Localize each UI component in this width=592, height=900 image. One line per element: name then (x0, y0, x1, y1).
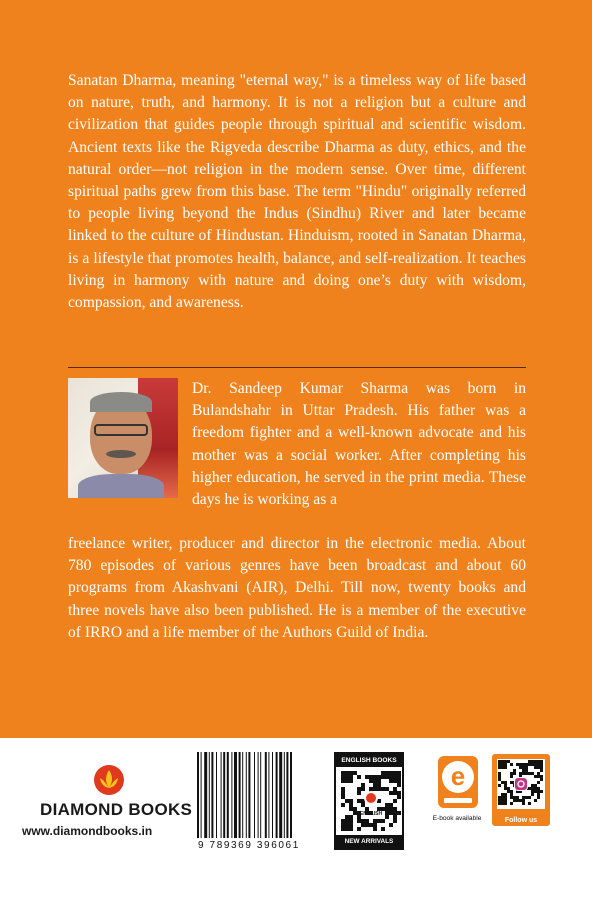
ebook-icon[interactable] (438, 756, 478, 808)
qr-code-icon (497, 759, 545, 809)
book-description: Sanatan Dharma, meaning "eternal way," is a timeless way of life based on nature, truth, and harmony. It is not a religion but a culture and civilization that guides people through spiritual and scientific wisdom. Ancient texts like the Rigveda describe Dharma as duty, ethics, and the natural order—not religion in the modern sense. Over time, different spiritual paths grew from this base. The term "Hindu" originally referred to people living beyond the Indus (Sindhu) River and later became linked to the culture of Hindustan. Hinduism, rooted in Sanatan Dharma, is a lifestyle that promotes health, balance, and self-realization. It teaches living in harmony with nature and doing one’s duty with wisdom, compassion, and awareness. (68, 72, 526, 312)
ebook-letter: e (442, 761, 474, 793)
isbn-barcode (195, 752, 325, 838)
qr-card-footer: NEW ARRIVALS (336, 835, 402, 848)
author-bio-continued: freelance writer, producer and director in the electronic media. About 780 episodes of various genres have been broadcast and about 60 programs from Akashvani (AIR), Delhi. Till now, twenty books and three novels have also been published. He is a member of the executive of IRRO and a life member of the Authors Guild of India. (68, 535, 526, 641)
publisher-website[interactable]: www.diamondbooks.in (22, 824, 153, 838)
qr-code-icon (340, 770, 402, 834)
divider (68, 367, 526, 368)
qr-center-label: ENGLISH (359, 811, 383, 817)
author-bio-intro: Dr. Sandeep Kumar Sharma was born in Bulandshahr in Uttar Pradesh. His father was a freedom fighter and a well-known advocate and his mother was a social worker. After completing his higher education, he served in the print media. These days he is working as a (192, 380, 526, 509)
lotus-logo-icon (92, 764, 126, 796)
author-photo (68, 378, 178, 498)
english-books-qr-card[interactable] (334, 752, 404, 850)
isbn-number: 9 789369 396061 (198, 840, 300, 851)
follow-us-qr-card[interactable] (492, 754, 550, 826)
publisher-name: DIAMOND BOOKS (40, 800, 193, 819)
follow-us-label: Follow us (504, 817, 538, 824)
qr-card-header: ENGLISH BOOKS (336, 754, 402, 767)
ebook-label: E-book available (432, 815, 482, 822)
